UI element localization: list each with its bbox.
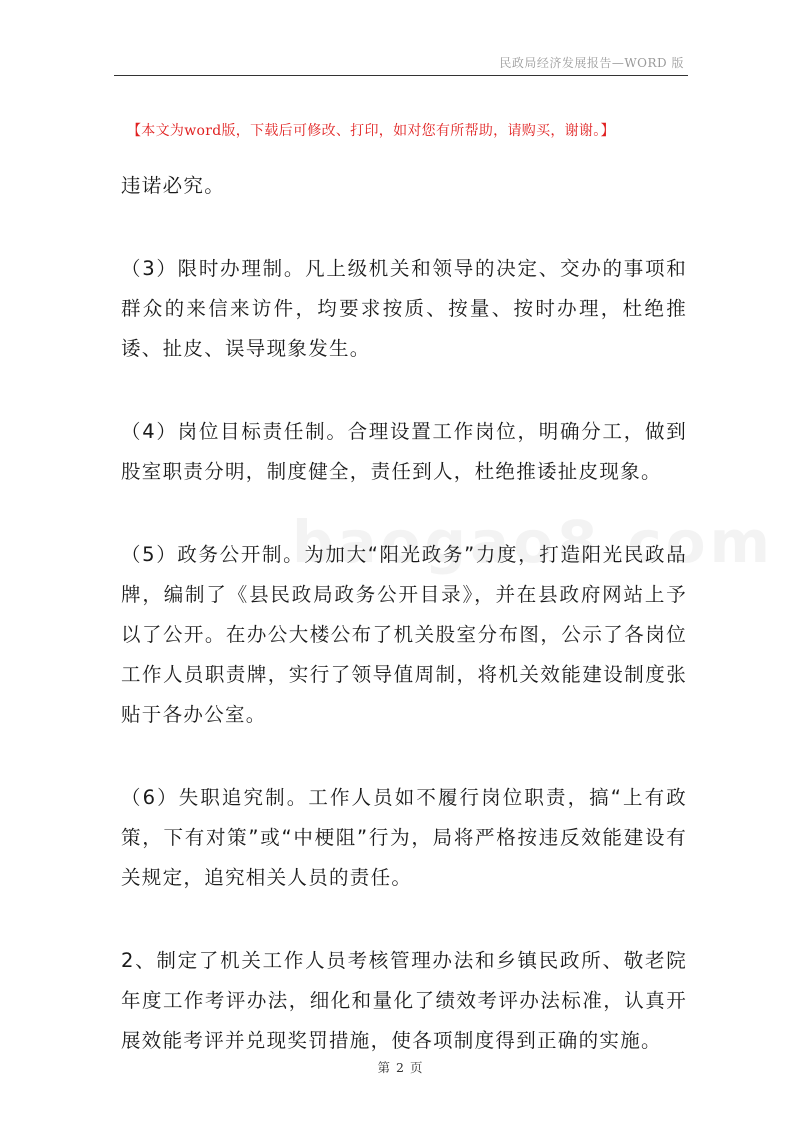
- paragraph-section-2: 2、制定了机关工作人员考核管理办法和乡镇民政所、敬老院年度工作考评办法，细化和量化了绩效考评办法标准，认真开展效能考评并兑现奖罚措施，使各项制度得到正确的实施。: [121, 949, 687, 1052]
- paragraph-item-6: （6）失职追究制。工作人员如不履行岗位职责，搞“上有政策，下有对策”或“中梗阻”行为，局将严格按违反效能建设有关规定，追究相关人员的责任。: [121, 786, 687, 889]
- header-divider: [114, 75, 688, 76]
- footer-suffix: 页: [409, 1060, 423, 1075]
- page-footer: [0, 1058, 800, 1076]
- footer-prefix: 第: [377, 1060, 391, 1075]
- paragraph-item-5: （5）政务公开制。为加大“阳光政务”力度，打造阳光民政品牌，编制了《县民政局政务公开目录》，并在县政府网站上予以了公开。在办公大楼公布了机关股室分布图，公示了各岗位工作人员职责牌，实行了领导值周制，将机关效能建设制度张贴于各办公室。: [121, 543, 687, 726]
- download-notice: 【本文为word版，下载后可修改、打印，如对您有所帮助，请购买，谢谢。】: [127, 123, 615, 139]
- page-number: 2: [396, 1060, 404, 1075]
- paragraph-item-3: （3）限时办理制。凡上级机关和领导的决定、交办的事项和群众的来信来访件，均要求按质、按量、按时办理，杜绝推诿、扯皮、误导现象发生。: [121, 257, 687, 360]
- body-content: [121, 166, 687, 1061]
- paragraph-continuation: 违诺必究。: [121, 174, 226, 197]
- running-header-title: 民政局经济发展报告—WORD 版: [499, 56, 684, 70]
- paragraph-item-4: （4）岗位目标责任制。合理设置工作岗位，明确分工，做到股室职责分明，制度健全，责任到人，杜绝推诿扯皮现象。: [121, 420, 687, 483]
